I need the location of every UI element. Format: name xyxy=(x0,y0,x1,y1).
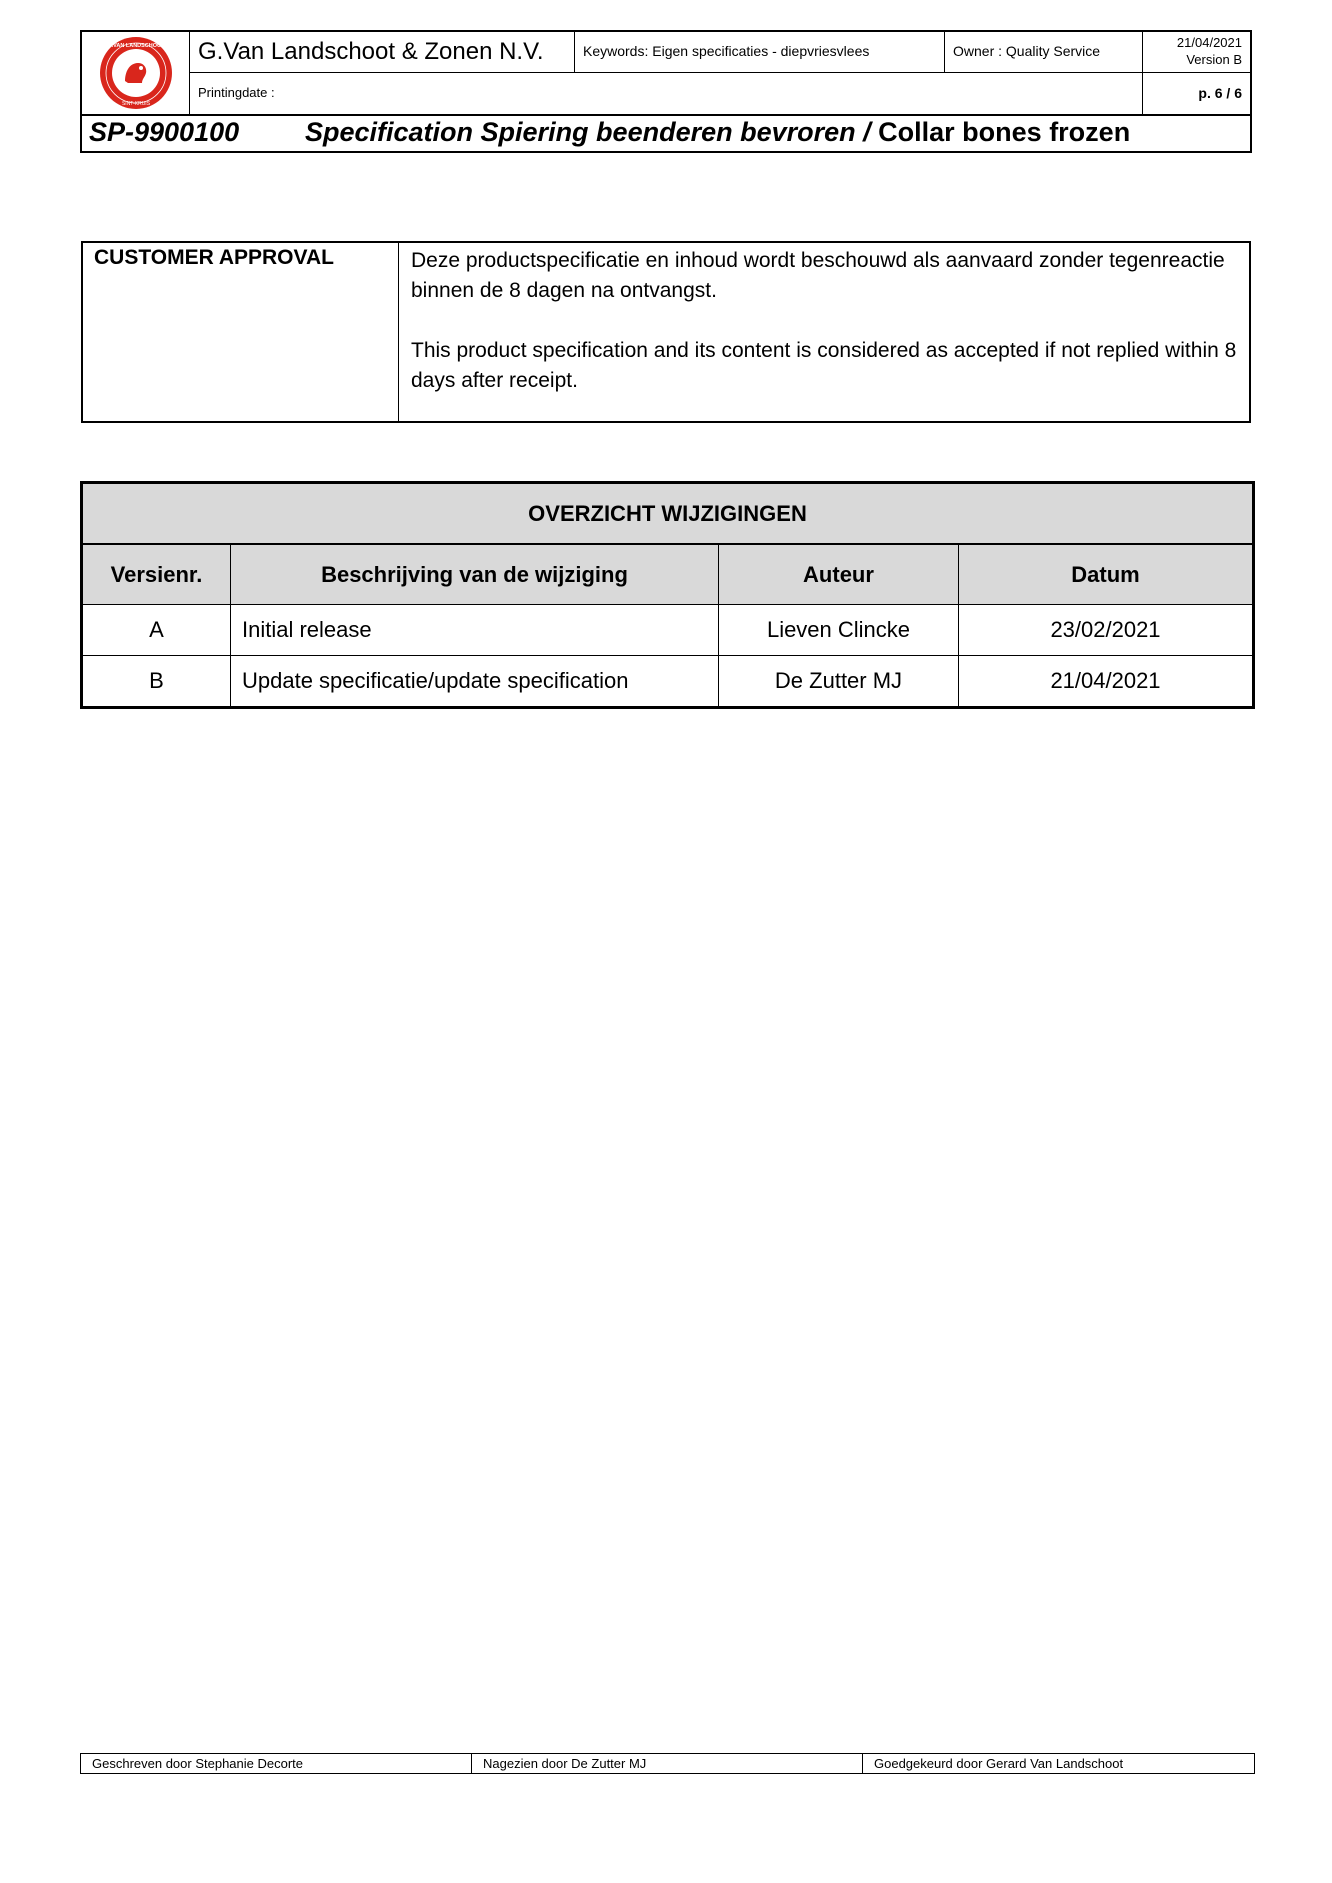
spec-title-bar xyxy=(82,114,1250,151)
keywords: Keywords: Eigen specificaties - diepvriesvlees xyxy=(575,32,945,73)
approval-text-dutch: Deze productspecificatie en inhoud wordt beschouwd als aanvaard zonder tegenreactie binnen de 8 dagen na ontvangst. xyxy=(411,249,1225,302)
version-box xyxy=(1143,32,1250,73)
customer-approval-box xyxy=(81,241,1251,423)
changes-table xyxy=(80,481,1255,709)
page-number: p. 6 / 6 xyxy=(1198,85,1242,101)
version-cell: A xyxy=(82,605,231,656)
footer-written-by: Geschreven door Stephanie Decorte xyxy=(81,1754,472,1773)
spec-code: SP-9900100 xyxy=(89,117,240,147)
document-footer xyxy=(80,1753,1255,1774)
owner: Owner : Quality Service xyxy=(945,32,1143,73)
column-header: Beschrijving van de wijziging xyxy=(231,544,719,605)
spec-title-plain: Collar bones frozen xyxy=(870,117,1131,147)
date-cell: 21/04/2021 xyxy=(959,656,1254,708)
svg-text:G.VAN LANDSCHOOT: G.VAN LANDSCHOOT xyxy=(106,43,165,49)
logo-seal-icon xyxy=(98,35,174,111)
footer-reviewed-by: Nagezien door De Zutter MJ xyxy=(472,1754,863,1773)
description-cell: Initial release xyxy=(231,605,719,656)
company-name: G.Van Landschoot & Zonen N.V. xyxy=(190,32,575,73)
customer-approval-text xyxy=(399,243,1249,426)
document-header xyxy=(80,30,1252,153)
company-logo xyxy=(82,32,190,114)
approval-text-english: This product specification and its content is considered as accepted if not replied within 8 days after receipt. xyxy=(411,339,1237,392)
printing-date: Printingdate : xyxy=(190,73,1143,114)
svg-text:SINT-KRUIS: SINT-KRUIS xyxy=(121,101,150,107)
spec-title-italic: Specification Spiering beenderen bevroren / xyxy=(305,117,871,147)
column-header: Versienr. xyxy=(82,544,231,605)
footer-approved-by: Goedgekeurd door Gerard Van Landschoot xyxy=(874,1756,1124,1771)
table-row xyxy=(82,656,1254,708)
column-header: Datum xyxy=(959,544,1254,605)
author-cell: De Zutter MJ xyxy=(719,656,959,708)
column-header: Auteur xyxy=(719,544,959,605)
table-header-row xyxy=(82,544,1254,605)
changes-table-caption: OVERZICHT WIJZIGINGEN xyxy=(82,483,1254,545)
table-row xyxy=(82,605,1254,656)
date-cell: 23/02/2021 xyxy=(959,605,1254,656)
customer-approval-label: CUSTOMER APPROVAL xyxy=(83,243,399,421)
version-cell: B xyxy=(82,656,231,708)
document-version: Version B xyxy=(1186,52,1242,67)
description-cell: Update specificatie/update specification xyxy=(231,656,719,708)
document-date: 21/04/2021 xyxy=(1176,35,1242,50)
author-cell: Lieven Clincke xyxy=(719,605,959,656)
